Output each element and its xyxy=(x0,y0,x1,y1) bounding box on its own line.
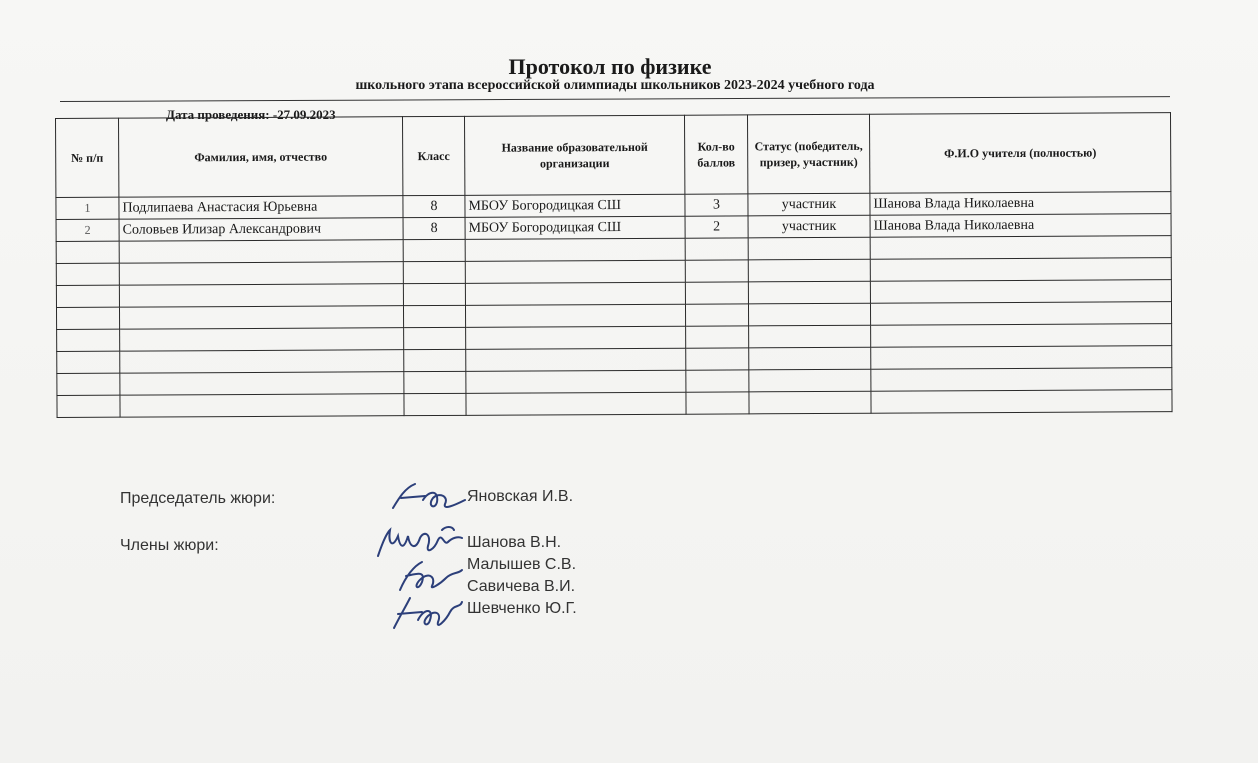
cell-empty xyxy=(466,348,686,371)
cell-teacher: Шанова Влада Николаевна xyxy=(870,192,1171,216)
cell-empty xyxy=(748,281,870,304)
column-header-school: Название образовательной организации xyxy=(464,115,684,195)
cell-empty xyxy=(120,328,404,351)
cell-empty xyxy=(404,349,466,371)
cell-score: 3 xyxy=(685,194,748,216)
cell-empty xyxy=(870,236,1171,260)
jury-member-name: Малышев С.В. xyxy=(467,556,577,573)
column-header-status: Статус (победитель, призер, участник) xyxy=(747,114,869,194)
cell-empty xyxy=(749,369,871,392)
column-header-score: Кол-во баллов xyxy=(684,115,747,194)
cell-empty xyxy=(404,327,466,349)
cell-empty xyxy=(749,347,871,370)
signature-chair-icon xyxy=(385,476,470,516)
column-header-teacher: Ф.И.О учителя (полностью) xyxy=(869,113,1170,194)
cell-empty xyxy=(686,348,749,370)
cell-empty xyxy=(685,282,748,304)
cell-empty xyxy=(870,280,1171,304)
cell-empty xyxy=(119,284,403,307)
cell-empty xyxy=(56,263,119,285)
cell-empty xyxy=(403,283,465,305)
cell-empty xyxy=(870,302,1171,326)
cell-empty xyxy=(465,260,685,283)
cell-school: МБОУ Богородицкая СШ xyxy=(465,194,685,217)
cell-empty xyxy=(57,351,120,373)
cell-empty xyxy=(403,261,465,283)
cell-empty xyxy=(686,326,749,348)
cell-school: МБОУ Богородицкая СШ xyxy=(465,216,685,239)
cell-empty xyxy=(686,392,749,414)
cell-empty xyxy=(403,239,465,261)
cell-empty xyxy=(465,238,685,261)
jury-member-name: Шевченко Ю.Г. xyxy=(467,600,577,617)
cell-empty xyxy=(748,237,870,260)
cell-number: 2 xyxy=(56,219,119,241)
cell-empty xyxy=(686,370,749,392)
cell-empty xyxy=(685,304,748,326)
cell-name: Соловьев Илизар Александрович xyxy=(119,218,403,241)
cell-empty xyxy=(120,350,404,373)
column-header-grade: Класс xyxy=(402,116,464,195)
cell-empty xyxy=(56,241,119,263)
cell-empty xyxy=(748,303,870,326)
cell-empty xyxy=(57,395,120,417)
cell-empty xyxy=(871,346,1172,370)
cell-empty xyxy=(871,390,1172,414)
cell-teacher: Шанова Влада Николаевна xyxy=(870,214,1171,238)
signature-member-3-icon xyxy=(388,590,468,635)
cell-empty xyxy=(466,370,686,393)
jury-member-name: Савичева В.И. xyxy=(467,578,576,595)
jury-chair-label: Председатель жюри: xyxy=(120,490,276,507)
cell-empty xyxy=(57,373,120,395)
cell-empty xyxy=(56,285,119,307)
column-header-number: № п/п xyxy=(56,118,119,197)
table-row-empty xyxy=(57,390,1172,418)
cell-empty xyxy=(465,304,685,327)
cell-number: 1 xyxy=(56,197,119,219)
cell-score: 2 xyxy=(685,216,748,238)
cell-empty xyxy=(56,307,119,329)
cell-name: Подлипаева Анастасия Юрьевна xyxy=(119,196,403,219)
page-subtitle: школьного этапа всероссийской олимпиады школьников 2023-2024 учебного года xyxy=(355,78,875,93)
jury-member-name: Шанова В.Н. xyxy=(467,534,562,551)
event-date: Дата проведения: -27.09.2023 xyxy=(166,107,336,122)
cell-empty xyxy=(870,258,1171,282)
cell-empty xyxy=(466,392,686,415)
results-table xyxy=(55,112,1173,418)
cell-empty xyxy=(119,306,403,329)
cell-empty xyxy=(685,238,748,260)
cell-empty xyxy=(685,260,748,282)
cell-empty xyxy=(465,282,685,305)
cell-empty xyxy=(120,394,404,417)
cell-empty xyxy=(871,368,1172,392)
cell-grade: 8 xyxy=(403,195,465,217)
table-header-row xyxy=(56,113,1171,198)
cell-empty xyxy=(120,372,404,395)
cell-empty xyxy=(404,393,466,415)
cell-status: участник xyxy=(748,193,870,216)
jury-members-label: Члены жюри: xyxy=(120,537,219,554)
column-header-name: Фамилия, имя, отчество xyxy=(119,117,403,197)
cell-status: участник xyxy=(748,215,870,238)
cell-empty xyxy=(871,324,1172,348)
cell-empty xyxy=(404,371,466,393)
cell-empty xyxy=(749,325,871,348)
cell-empty xyxy=(466,326,686,349)
title-underline xyxy=(60,96,1170,102)
cell-grade: 8 xyxy=(403,217,465,239)
cell-empty xyxy=(119,240,403,263)
cell-empty xyxy=(748,259,870,282)
cell-empty xyxy=(119,262,403,285)
cell-empty xyxy=(403,305,465,327)
cell-empty xyxy=(749,391,871,414)
cell-empty xyxy=(57,329,120,351)
jury-chair-name: Яновская И.В. xyxy=(467,488,574,505)
page-title: Протокол по физике xyxy=(508,54,712,79)
